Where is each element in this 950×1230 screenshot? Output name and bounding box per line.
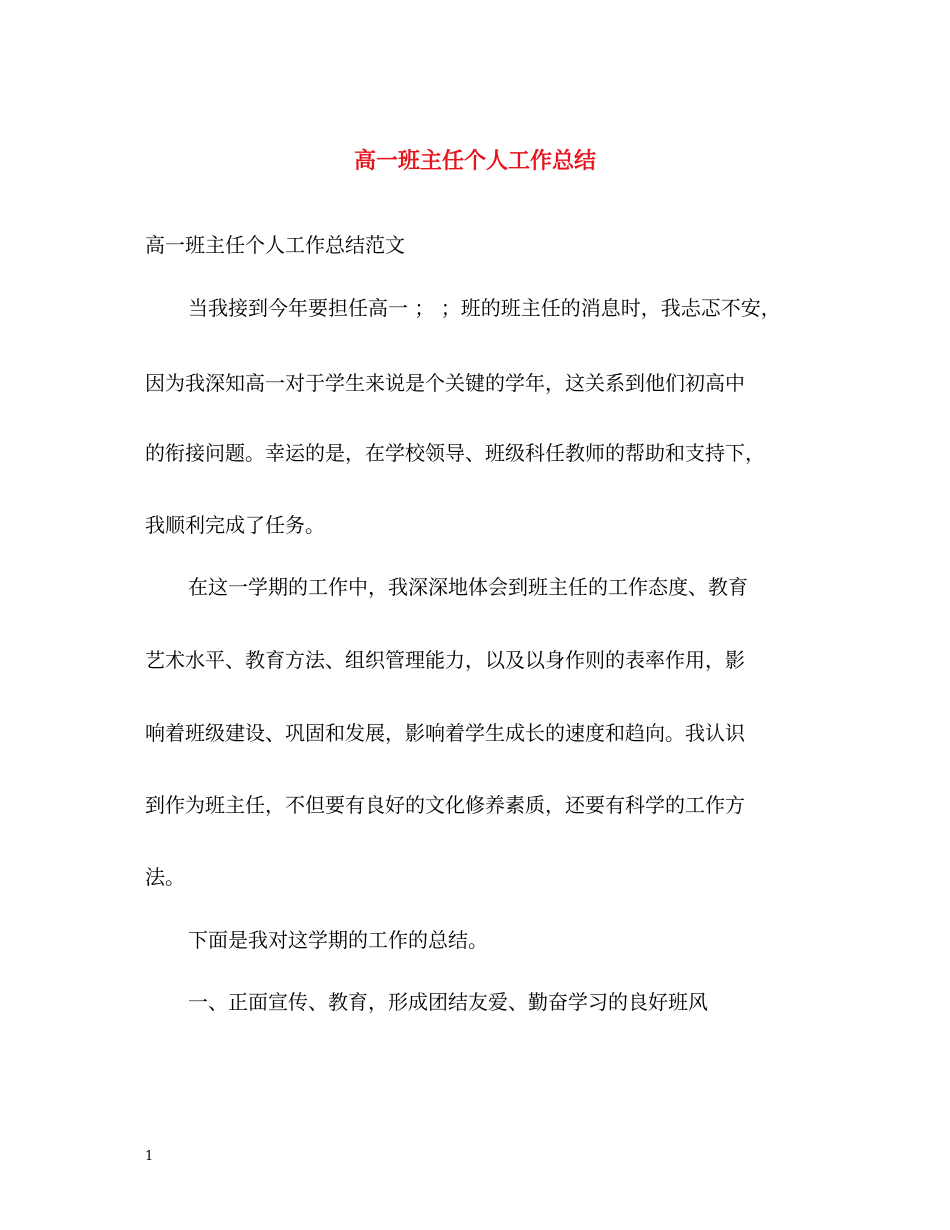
- paragraph-line: 艺术水平、教育方法、组织管理能力，以及以身作则的表率作用，影: [145, 648, 745, 672]
- paragraph-line: 在这一学期的工作中，我深深地体会到班主任的工作态度、教育: [188, 575, 748, 599]
- document-subtitle: 高一班主任个人工作总结范文: [145, 233, 405, 257]
- paragraph-line: 法。: [145, 865, 185, 889]
- paragraph-line: 我顺利完成了任务。: [145, 513, 325, 537]
- section-heading: 一、正面宣传、教育，形成团结友爱、勤奋学习的良好班风: [188, 990, 708, 1014]
- page-number: 1: [145, 1149, 154, 1164]
- paragraph-line: 当我接到今年要担任高一 ； ；班的班主任的消息时，我忐忑不安，: [188, 296, 781, 320]
- paragraph-line: 到作为班主任，不但要有良好的文化修养素质，还要有科学的工作方: [145, 793, 745, 817]
- paragraph-line: 下面是我对这学期的工作的总结。: [188, 928, 488, 952]
- paragraph-line: 的衔接问题。幸运的是，在学校领导、班级科任教师的帮助和支持下，: [145, 441, 765, 465]
- paragraph-line: 响着班级建设、巩固和发展，影响着学生成长的速度和趋向。我认识: [145, 721, 745, 745]
- paragraph-line: 因为我深知高一对于学生来说是个关键的学年，这关系到他们初高中: [145, 371, 745, 395]
- document-title: 高一班主任个人工作总结: [353, 148, 596, 174]
